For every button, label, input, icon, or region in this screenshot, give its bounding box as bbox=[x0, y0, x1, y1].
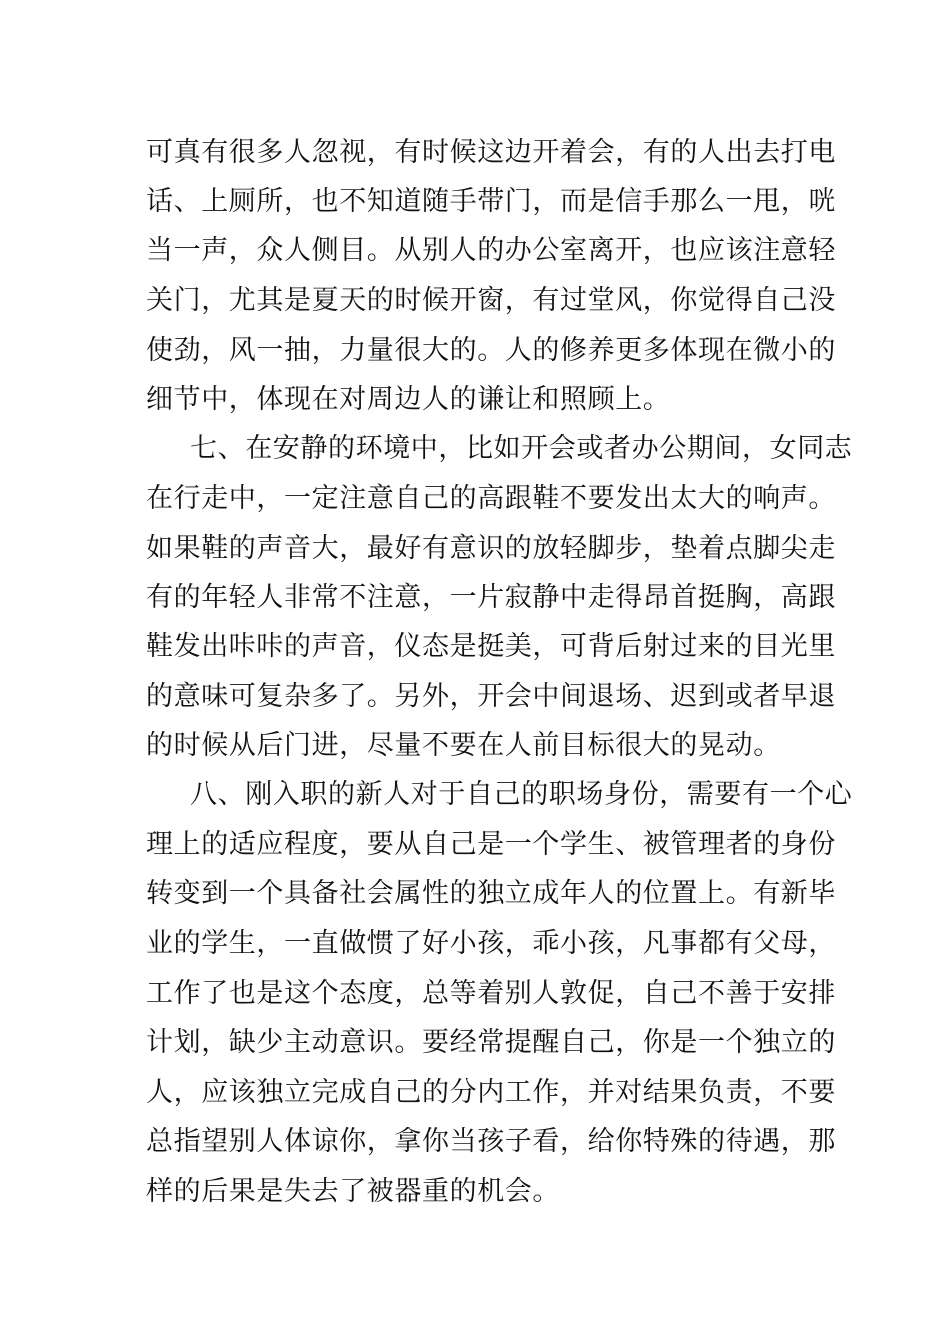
paragraph-2-line-6: 的意味可复杂多了。另外，开会中间退场、迟到或者早退 bbox=[146, 681, 836, 712]
paragraph-3-line-1: 八、刚入职的新人对于自己的职场身份，需要有一个心 bbox=[190, 779, 853, 810]
paragraph-1-line-3: 当一声，众人侧目。从别人的办公室离开，也应该注意轻 bbox=[146, 235, 836, 266]
paragraph-3-line-2: 理上的适应程度，要从自己是一个学生、被管理者的身份 bbox=[146, 829, 836, 860]
paragraph-2-line-4: 有的年轻人非常不注意，一片寂静中走得昂首挺胸，高跟 bbox=[146, 582, 836, 613]
paragraph-3-line-3: 转变到一个具备社会属性的独立成年人的位置上。有新毕 bbox=[146, 878, 836, 909]
paragraph-3-line-6: 计划，缺少主动意识。要经常提醒自己，你是一个独立的 bbox=[146, 1027, 836, 1058]
paragraph-2-line-1: 七、在安静的环境中，比如开会或者办公期间，女同志 bbox=[190, 433, 853, 464]
paragraph-3-line-8: 总指望别人体谅你，拿你当孩子看，给你特殊的待遇，那 bbox=[146, 1126, 836, 1157]
paragraph-2-line-7: 的时候从后门进，尽量不要在人前目标很大的晃动。 bbox=[146, 730, 781, 761]
paragraph-2-line-5: 鞋发出咔咔的声音，仪态是挺美，可背后射过来的目光里 bbox=[146, 631, 836, 662]
paragraph-3-line-4: 业的学生，一直做惯了好小孩，乖小孩，凡事都有父母， bbox=[146, 928, 836, 959]
paragraph-1-line-4: 关门，尤其是夏天的时候开窗，有过堂风，你觉得自己没 bbox=[146, 285, 836, 316]
paragraph-1-line-1: 可真有很多人忽视，有时候这边开着会，有的人出去打电 bbox=[146, 137, 836, 168]
paragraph-3-line-5: 工作了也是这个态度，总等着别人敦促，自己不善于安排 bbox=[146, 978, 836, 1009]
paragraph-2-line-2: 在行走中，一定注意自己的高跟鞋不要发出太大的响声。 bbox=[146, 483, 836, 514]
paragraph-1-line-2: 话、上厕所，也不知道随手带门，而是信手那么一甩，咣 bbox=[146, 186, 836, 217]
paragraph-3-line-9: 样的后果是失去了被器重的机会。 bbox=[146, 1176, 560, 1207]
paragraph-1-line-5: 使劲，风一抽，力量很大的。人的修养更多体现在微小的 bbox=[146, 335, 836, 366]
paragraph-1-line-6: 细节中，体现在对周边人的谦让和照顾上。 bbox=[146, 384, 671, 415]
paragraph-2-line-3: 如果鞋的声音大，最好有意识的放轻脚步，垫着点脚尖走 bbox=[146, 533, 836, 564]
paragraph-3-line-7: 人，应该独立完成自己的分内工作，并对结果负责，不要 bbox=[146, 1077, 836, 1108]
